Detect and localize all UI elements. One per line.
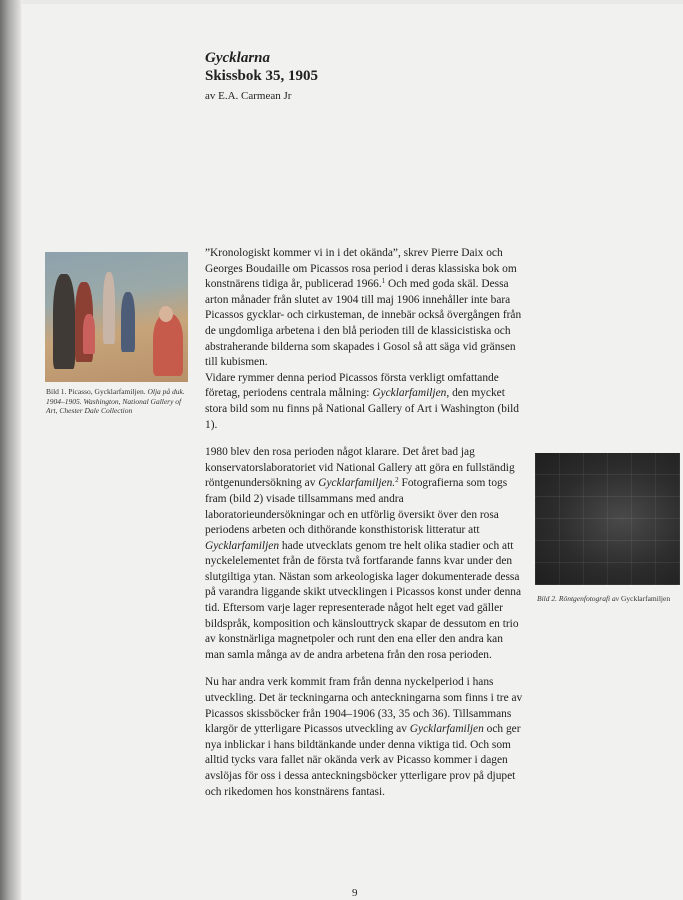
- painting-image: [45, 252, 188, 382]
- footnote-ref-1: 1: [381, 277, 386, 286]
- p1-text-a: ”Kronologiskt kommer vi in i det okända”, skrev Pierre Daix och Georges Boudaille om Picassos rosa period i deras klassiska bok om konstnärens tidiga år, publicerad 1966.: [205, 247, 517, 291]
- paragraph-1: [205, 246, 523, 371]
- page-number: 9: [352, 887, 358, 899]
- p2-text-a: Vidare rymmer denna period Picassos första verkligt omfattande företag, periodens centrala målning:: [205, 371, 499, 400]
- figure2-caption-italic: Bild 2. Röntgenfotografi av: [537, 594, 620, 603]
- heading-block: [205, 50, 318, 102]
- p3-text-b: Fotografierna som togs fram (bild 2) visade tillsammans med andra laboratorieundersökningar och en utförlig översikt över den rosa periodens arbeten och dithörande konsthistorisk litteratur att: [205, 477, 508, 537]
- byline: av E.A. Carmean Jr: [205, 90, 292, 102]
- title-italic: Gycklarna: [205, 50, 270, 66]
- figure2-caption-plain: Gycklarfamiljen: [620, 594, 671, 603]
- page-title: Skissbok 35, 1905: [205, 68, 318, 84]
- p4-text-a: Nu har andra verk kommit fram från denna nyckelperiod i hans utveckling. Det är teckningarna och anteckningarna som finns i tre av Picassos skissböcker från 1904–1906 (33, 35 och 36). Tillsammans klargör de ytterligare Picassos utveckling av: [205, 676, 523, 736]
- p2-italic: Gycklarfamiljen,: [372, 387, 450, 400]
- paragraph-4: [205, 675, 523, 800]
- figure1-caption: [46, 387, 191, 416]
- p3-text-c: hade utvecklats genom tre helt olika stadier och att nyckelelementet från de första två fortfarande fanns kvar under den slutgiltiga ytan. Nästan som arkeologiska lager dokumenterade dessa på varandra liggande skikt utvecklingen i Picassos konst under denna tid. Eftersom varje lager representerade något helt eget vad gäller bildspråk, komposition och känslouttryck skapar de dessutom en trio av konstnärliga magnetpoler och runt den ena eller den andra kan man samla många av de andra arbetena från den rosa perioden.: [205, 539, 522, 661]
- p3-text-a: 1980 blev den rosa perioden något klarare. Det året bad jag konservatorslaboratoriet vid National Gallery att göra en fullständig röntgenundersökning av: [205, 446, 515, 490]
- p3-italic-1: Gycklarfamiljen.: [318, 477, 396, 490]
- figure1-caption-plain: Bild 1. Picasso, Gycklarfamiljen.: [46, 387, 146, 396]
- p1-text-b: Och med goda skäl. Dessa arton månader från slutet av 1904 till maj 1906 innehåller inte bara Picassos gycklar- och cirkusteman, de innebär också övergången från de ungdomliga arbetena i den blå perioden till de klassicistiska och abstraherande bilderna som skapades i Gosol så att säga vid gränsen till kubismen.: [205, 278, 522, 369]
- footnote-ref-2: 2: [395, 476, 399, 485]
- paragraph-3: [205, 445, 523, 663]
- p3-italic-2: Gycklarfamiljen: [205, 539, 280, 552]
- article-body: [205, 246, 523, 800]
- spine-shadow: [0, 0, 22, 900]
- p4-text-b: och ger nya inblickar i hans bildtänkande under denna viktiga tid. Och som alltid tycks vara fallet när okända verk av Picasso kommer i dagen avslöjas för oss i dessa anteckningsböcker ytterligare prov på djupet och rikedomen hos konstnärens fantasi.: [205, 723, 521, 798]
- figure1-caption-italic: Olja på duk. 1904–1905. Washington, National Gallery of Art, Chester Dale Collection: [46, 387, 185, 415]
- p4-italic: Gycklarfamiljen: [409, 723, 484, 736]
- xray-image: [535, 453, 680, 585]
- paragraph-2: [205, 371, 523, 433]
- p2-text-b: den mycket stora bild som nu finns på National Gallery of Art i Washington (bild 1).: [205, 387, 519, 431]
- figure2-caption: [537, 594, 677, 604]
